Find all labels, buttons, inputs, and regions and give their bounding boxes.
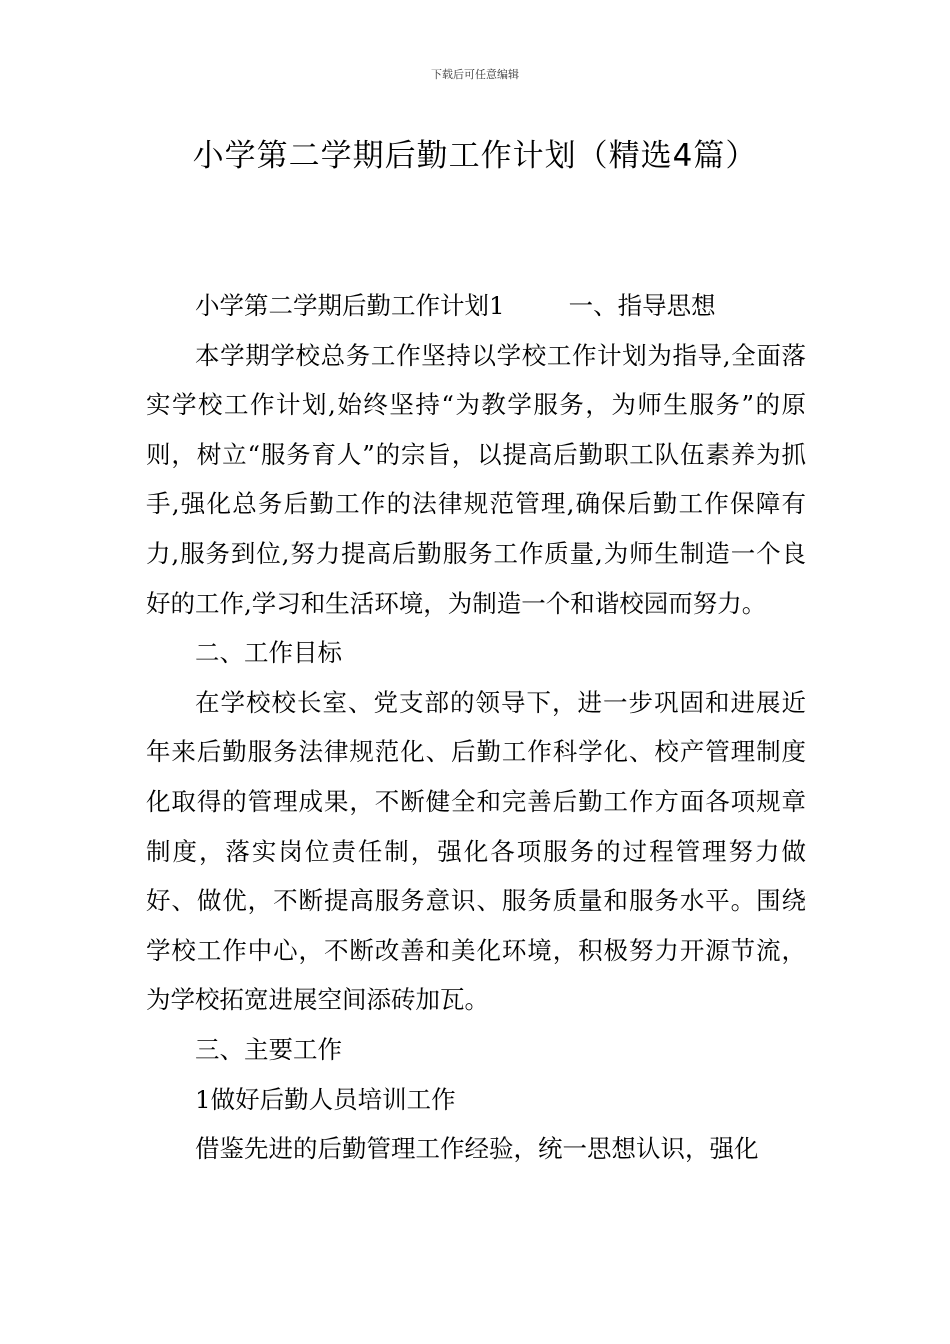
document-title: 小学第二学期后勤工作计划（精选4篇）	[192, 138, 758, 174]
header-note: 下载后可任意编辑	[431, 68, 519, 81]
section-heading-main-work: 三、主要工作	[195, 1034, 342, 1064]
paragraph-work-goals: 在学校校长室、党支部的领导下，进一步巩固和进展近年来后勤服务法律规范化、后勤工作科学化、校产管理制度化取得的管理成果，不断健全和完善后勤工作方面各项规章制度，落实岗位责任制，强化各项服务的过程管理努力做好、做优，不断提高服务意识、服务质量和服务水平。围绕学校工作中心，不断改善和美化环境，积极努力开源节流，为学校拓宽进展空间添砖加瓦。	[146, 687, 806, 1015]
plan-heading: 小学第二学期后勤工作计划1	[195, 291, 505, 320]
document-body	[146, 281, 806, 1174]
paragraph-training: 借鉴先进的后勤管理工作经验，统一思想认识，强化	[195, 1134, 759, 1164]
section-heading-work-goals: 二、工作目标	[195, 638, 342, 668]
section-heading-guiding-thought: 一、指导思想	[568, 291, 716, 320]
subheading-training: 1做好后勤人员培训工作	[195, 1084, 456, 1114]
section-intro-line	[146, 281, 806, 331]
paragraph-guiding-thought: 本学期学校总务工作坚持以学校工作计划为指导,全面落实学校工作计划,始终坚持“为教学服务，为师生服务”的原则，树立“服务育人”的宗旨，以提高后勤职工队伍素养为抓手,强化总务后勤工作的法律规范管理,确保后勤工作保障有力,服务到位,努力提高后勤服务工作质量,为师生制造一个良好的工作,学习和生活环境，为制造一个和谐校园而努力。	[146, 340, 806, 618]
